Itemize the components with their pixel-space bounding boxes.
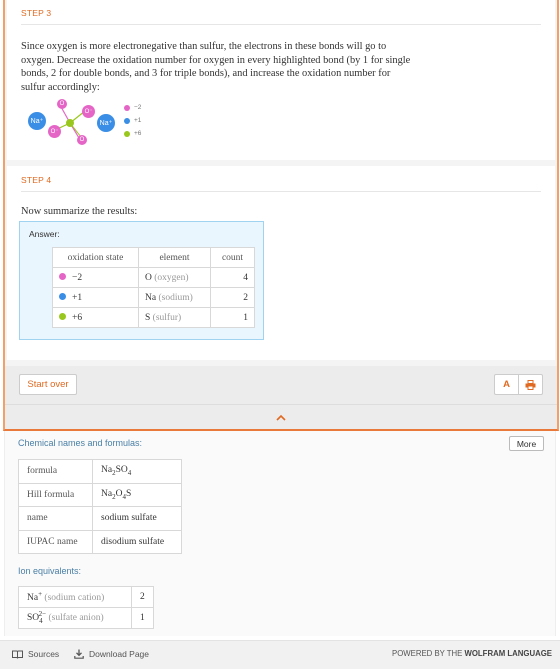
oxidation-state-cell: [53, 308, 139, 328]
hill-formula-value: $Na_2O_4S$: [93, 483, 182, 507]
ion-symbol: Na: [27, 593, 39, 604]
chevron-up-icon[interactable]: [276, 414, 286, 421]
table-row: [19, 483, 182, 507]
legend-item: [124, 130, 141, 137]
legend-label: −2: [134, 104, 142, 111]
state-value: −2: [72, 272, 83, 283]
divider: [21, 24, 541, 25]
table-row: [53, 268, 255, 288]
element-name: (sulfur): [152, 312, 182, 323]
legend-item: [124, 104, 141, 111]
state-color-dot: [59, 313, 66, 320]
table-row: [53, 308, 255, 328]
sodium-cation-atom: Na⁺: [28, 112, 46, 130]
element-cell: [139, 288, 211, 308]
element-symbol: S: [145, 312, 151, 323]
column-header: element: [139, 248, 211, 268]
state-color-dot: [59, 293, 66, 300]
table-row: [19, 530, 182, 554]
oxidation-state-cell: [53, 268, 139, 288]
step-4-label: STEP 4: [21, 175, 52, 185]
book-icon: [12, 650, 23, 659]
ion-symbol: SO: [27, 613, 40, 624]
download-page-label: Download Page: [89, 649, 150, 659]
step-4-text: Now summarize the results:: [21, 206, 138, 217]
property-key: Hill formula: [19, 483, 93, 507]
print-button[interactable]: [518, 374, 543, 395]
step-controls-bar: [5, 366, 557, 404]
printer-icon: [525, 380, 536, 390]
element-cell: [139, 308, 211, 328]
table-row: [53, 288, 255, 308]
count-cell: 1: [211, 308, 255, 328]
formula-value: $Na_2SO_4$: [93, 460, 182, 484]
ion-charge: +: [38, 590, 43, 599]
state-color-dot: [59, 273, 66, 280]
ion-count: 2: [132, 587, 154, 608]
element-symbol: O: [145, 272, 152, 283]
sodium-cation-atom: Na⁺: [97, 114, 115, 132]
legend-label: +1: [134, 117, 142, 124]
table-row: [19, 507, 182, 531]
ion-count: 1: [132, 608, 154, 629]
page-footer: [0, 640, 560, 669]
element-name: (oxygen): [154, 272, 189, 283]
ion-cell: [19, 608, 132, 629]
download-icon: [74, 649, 84, 659]
oxygen-anion-atom: O⁻: [82, 105, 95, 118]
legend-dot: [124, 131, 130, 137]
property-key: name: [19, 507, 93, 531]
count-cell: 4: [211, 268, 255, 288]
ion-description: (sulfate anion): [48, 613, 104, 624]
element-name: (sodium): [158, 292, 193, 303]
column-header: count: [211, 248, 255, 268]
ion-charge: 2−: [38, 610, 47, 619]
property-key: IUPAC name: [19, 530, 93, 554]
wolfram-language-brand: WOLFRAM LANGUAGE: [464, 649, 552, 658]
powered-by-text[interactable]: [392, 649, 552, 658]
table-row: [19, 460, 182, 484]
chemical-names-table: [18, 459, 182, 554]
download-page-link[interactable]: [74, 649, 149, 659]
legend-dot: [124, 118, 130, 124]
count-cell: 2: [211, 288, 255, 308]
sources-label: Sources: [28, 649, 60, 659]
ion-description: (sodium cation): [44, 593, 105, 604]
oxidation-state-cell: [53, 288, 139, 308]
property-key: formula: [19, 460, 93, 484]
column-header: oxidation state: [53, 248, 139, 268]
oxygen-anion-atom: O⁻: [48, 125, 61, 138]
table-header-row: [53, 248, 255, 268]
oxygen-atom: O: [57, 99, 67, 109]
oxidation-table: [52, 247, 255, 328]
step-3-card: [7, 0, 555, 160]
state-value: +1: [72, 292, 83, 303]
font-toggle-button[interactable]: A: [494, 374, 519, 395]
element-symbol: Na: [145, 292, 157, 303]
table-row: [19, 608, 154, 629]
ion-cell: [19, 587, 132, 608]
ion-subscript: 4: [39, 617, 43, 626]
element-cell: [139, 268, 211, 288]
answer-label: Answer:: [29, 229, 60, 239]
step-3-text: Since oxygen is more electronegative than sulfur, the electrons in these bonds will go to oxygen. Decrease the oxidation number for oxygen in every highlighted bond (by 1 for single bonds, 2 for double bonds, and 3 for triple bonds), and increase the oxidation number for sulfur accordingly:: [21, 41, 411, 93]
start-over-button[interactable]: Start over: [19, 374, 77, 395]
powered-by-prefix: POWERED BY THE: [392, 649, 465, 658]
step-by-step-panel: [3, 0, 559, 431]
ion-equivalents-title: Ion equivalents:: [18, 566, 82, 576]
answer-box: [19, 221, 264, 340]
collapse-steps-bar[interactable]: [5, 404, 557, 429]
sulfur-atom: [66, 119, 74, 127]
sources-link[interactable]: [12, 649, 59, 659]
legend-dot: [124, 105, 130, 111]
state-value: +6: [72, 312, 83, 323]
chemical-names-title: Chemical names and formulas:: [18, 438, 143, 448]
oxygen-atom: O: [77, 135, 87, 145]
name-value: sodium sulfate: [93, 507, 182, 531]
iupac-name-value: disodium sulfate: [93, 530, 182, 554]
divider: [21, 191, 541, 192]
more-button[interactable]: More: [509, 436, 544, 451]
legend-label: +6: [134, 130, 142, 137]
step-3-label: STEP 3: [21, 8, 52, 18]
table-row: [19, 587, 154, 608]
ion-equivalents-table: [18, 586, 154, 629]
legend-item: [124, 117, 141, 124]
